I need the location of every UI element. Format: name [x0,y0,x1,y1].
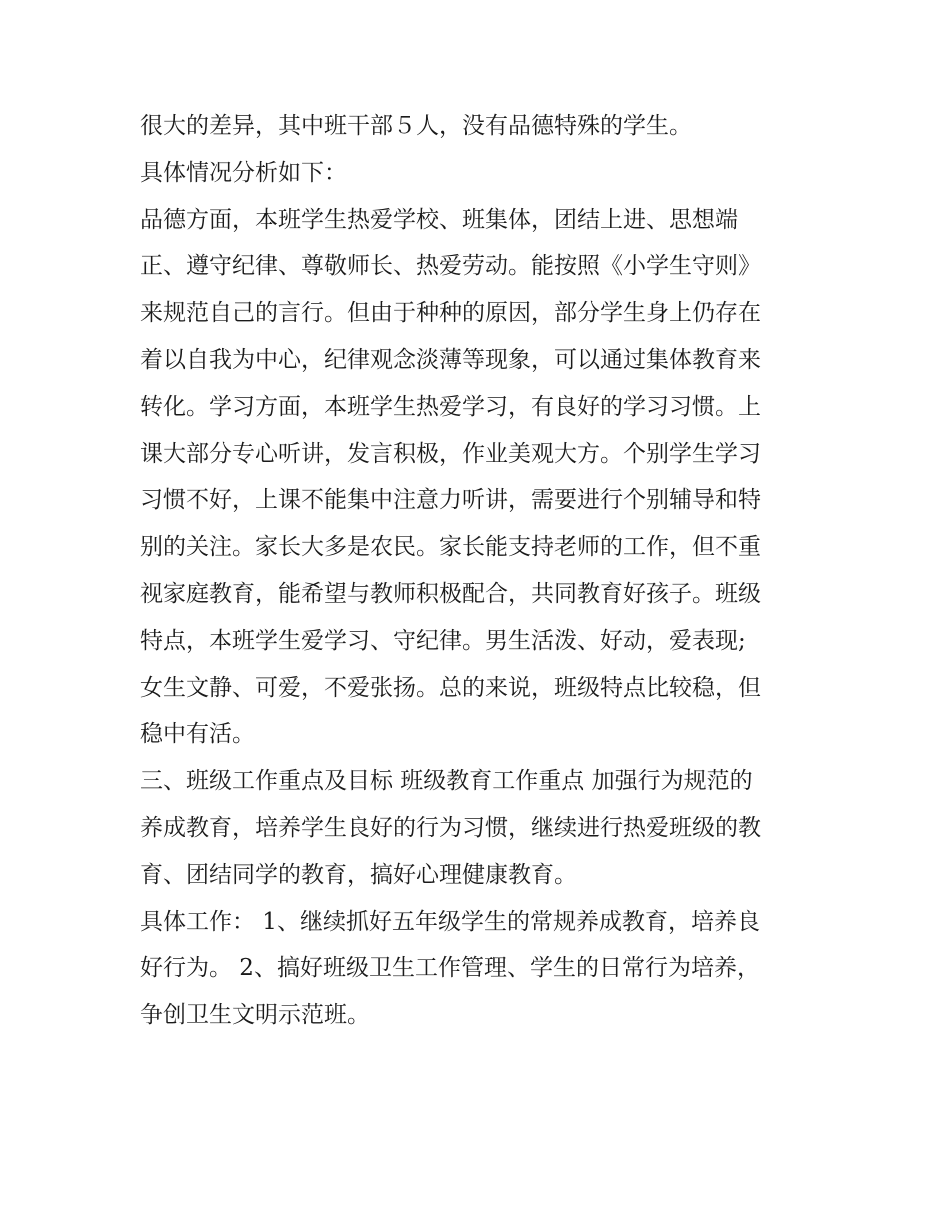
text-line: 课大部分专心听讲，发言积极，作业美观大方。个别学生学习 [140,440,761,467]
text-line: 养成教育，培养学生良好的行为习惯，继续进行热爱班级的教 [140,814,761,841]
text-line: 正、遵守纪律、尊敬师长、热爱劳动。能按照《小学生守则》 [140,253,761,280]
text-line: 好行为。 2、搞好班级卫生工作管理、学生的日常行为培养， [140,955,760,982]
text-line: 视家庭教育，能希望与教师积极配合，共同教育好孩子。班级 [140,580,761,607]
text-line: 品德方面，本班学生热爱学校、班集体，团结上进、思想端 [140,206,738,233]
text-line: 特点，本班学生爱学习、守纪律。男生活泼、好动，爱表现; [140,627,746,654]
text-line: 习惯不好，上课不能集中注意力听讲，需要进行个别辅导和特 [140,487,761,514]
document-body [140,103,820,1039]
text-line: 别的关注。家长大多是农民。家长能支持老师的工作，但不重 [140,534,761,561]
text-line: 很大的差异，其中班干部５人，没有品德特殊的学生。 [140,113,692,139]
text-line: 育、团结同学的教育，搞好心理健康教育。 [140,861,577,888]
text-line: 着以自我为中心，纪律观念淡薄等现象，可以通过集体教育来 [140,346,761,373]
text-line: 具体工作： 1、继续抓好五年级学生的常规养成教育，培养良 [140,908,760,935]
text-line: 具体情况分析如下： [140,159,347,186]
text-line: 稳中有活。 [140,721,255,748]
text-line: 三、班级工作重点及目标 班级教育工作重点 加强行为规范的 [140,768,753,795]
text-line: 女生文静、可爱，不爱张扬。总的来说，班级特点比较稳，但 [140,674,761,701]
text-line: 来规范自己的言行。但由于种种的原因，部分学生身上仍存在 [140,300,761,327]
text-line: 转化。学习方面，本班学生热爱学习，有良好的学习习惯。上 [140,393,761,420]
text-line: 争创卫生文明示范班。 [140,1002,370,1029]
